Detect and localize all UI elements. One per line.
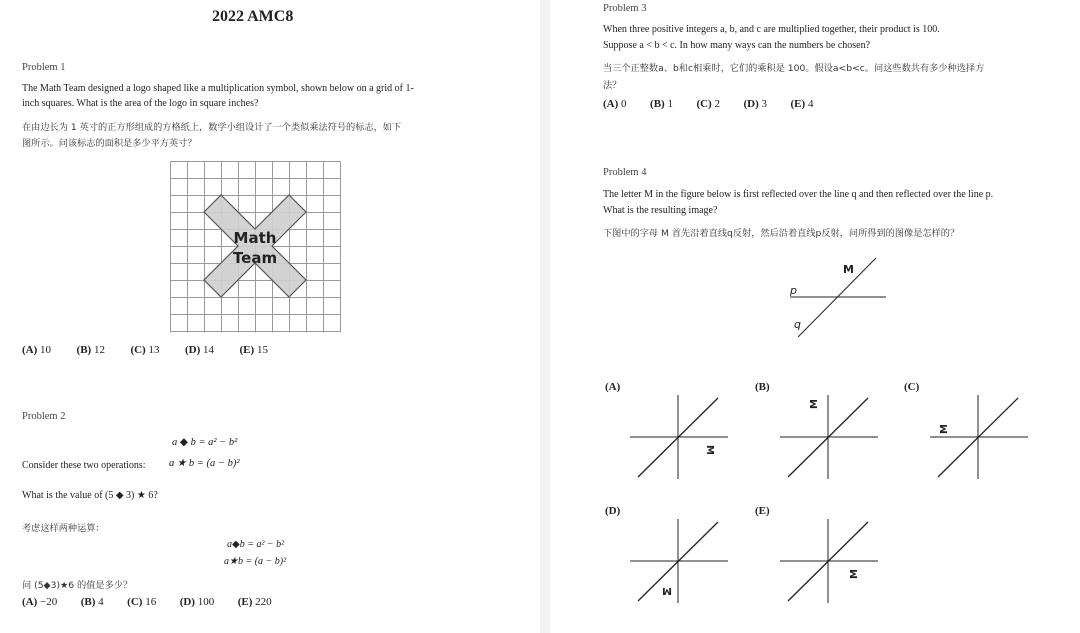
option-d-letter: M	[662, 585, 672, 596]
option-a-label[interactable]: (A)	[605, 381, 621, 393]
problem-3-choices	[603, 98, 813, 110]
problem-2-zh-question: 问 (5◆3)★6 的值是多少？	[22, 580, 133, 591]
p3-choice-e[interactable]: (E) 4	[790, 98, 814, 110]
problem-4-text-line-1: The letter M in the figure below is first reflected over the line q and then reflected over the line p.	[603, 189, 994, 200]
option-c-letter: M	[939, 424, 950, 434]
reflection-figure	[780, 255, 895, 345]
p3-choice-d[interactable]: (D) 3	[743, 98, 768, 110]
logo-text-math: Math	[233, 229, 277, 247]
problem-3-heading: Problem 3	[603, 3, 647, 14]
problem-2-heading: Problem 2	[22, 411, 66, 422]
problem-1-zh-line-2: 图所示。问该标志的面积是多少平方英寸？	[22, 138, 197, 149]
option-b-letter: M	[809, 399, 820, 409]
problem-2-zh-def-diamond: a◆b = a² − b²	[227, 539, 285, 550]
problem-2-question: What is the value of (5 ◆ 3) ★ 6?	[22, 490, 158, 501]
problem-2-consider: Consider these two operations:	[22, 460, 146, 471]
p2-choice-e[interactable]: (E) 220	[237, 596, 272, 608]
p1-choice-c[interactable]: (C) 13	[130, 344, 160, 356]
problem-1-text-line-2: inch squares. What is the area of the logo in square inches?	[22, 98, 259, 109]
p1-choice-d[interactable]: (D) 14	[184, 344, 215, 356]
problem-4-zh-line-1: 下图中的字母 M 首先沿着直线q反射，然后沿着直线p反射，问所得到的图像是怎样的？	[603, 228, 960, 239]
problem-2-zh-consider: 考虑这样两种运算：	[22, 523, 105, 534]
option-d-figure[interactable]	[628, 517, 731, 605]
page-gutter	[540, 0, 550, 633]
logo-text-team: Team	[232, 249, 278, 267]
p3-choice-b[interactable]: (B) 1	[650, 98, 673, 110]
option-b-figure[interactable]	[778, 393, 881, 481]
option-a-letter: M	[704, 445, 715, 455]
p1-choice-b[interactable]: (B) 12	[76, 344, 105, 356]
option-e-label[interactable]: (E)	[755, 505, 770, 517]
problem-3-text-line-1: When three positive integers a, b, and c are multiplied together, their product is 100.	[603, 24, 940, 35]
p1-choice-a[interactable]: (A) 10	[22, 344, 52, 356]
option-c-label[interactable]: (C)	[904, 381, 920, 393]
problem-4-heading: Problem 4	[603, 167, 647, 178]
problem-3-text-line-2: Suppose a < b < c. In how many ways can the numbers be chosen?	[603, 40, 871, 51]
problem-2-zh-def-star: a★b = (a − b)²	[224, 556, 287, 567]
option-e-letter: M	[849, 569, 860, 579]
option-d-label[interactable]: (D)	[605, 505, 621, 517]
p2-choice-d[interactable]: (D) 100	[179, 596, 215, 608]
p1-choice-e[interactable]: (E) 15	[239, 344, 268, 356]
problem-3-zh-line-1: 当三个正整数a、b和c相乘时，它们的乘积是 100。假设a<b<c。问这些数共有多少种选择方	[603, 63, 985, 74]
p2-choice-c[interactable]: (C) 16	[127, 596, 157, 608]
option-e-figure[interactable]	[778, 517, 881, 605]
p3-choice-a[interactable]: (A) 0	[603, 98, 627, 110]
problem-1-choices	[22, 344, 268, 356]
problem-2-choices	[22, 596, 272, 608]
problem-4-text-line-2: What is the resulting image?	[603, 205, 718, 216]
right-page	[550, 0, 1080, 633]
option-a-figure[interactable]	[628, 393, 731, 481]
line-p-label: p	[790, 284, 797, 297]
p2-choice-a[interactable]: (A) −20	[22, 596, 58, 608]
problem-2-def-diamond: a ◆ b = a² − b²	[172, 437, 238, 448]
p2-choice-b[interactable]: (B) 4	[80, 596, 104, 608]
line-q-label: q	[794, 318, 801, 331]
math-team-logo-figure	[170, 161, 342, 334]
problem-2-def-star: a ★ b = (a − b)²	[169, 458, 240, 469]
problem-1-text-line-1: The Math Team designed a logo shaped like a multiplication symbol, shown below on a grid of 1-	[22, 83, 414, 94]
option-b-label[interactable]: (B)	[755, 381, 770, 393]
option-c-figure[interactable]	[928, 393, 1031, 481]
figure-letter-m: M	[843, 263, 854, 276]
problem-1-zh-line-1: 在由边长为 1 英寸的正方形组成的方格纸上，数学小组设计了一个类似乘法符号的标志，如下	[22, 122, 402, 133]
problem-1-heading: Problem 1	[22, 62, 66, 73]
page-title: 2022 AMC8	[212, 8, 294, 25]
p3-choice-c[interactable]: (C) 2	[696, 98, 720, 110]
problem-3-zh-line-2: 法？	[603, 80, 622, 91]
